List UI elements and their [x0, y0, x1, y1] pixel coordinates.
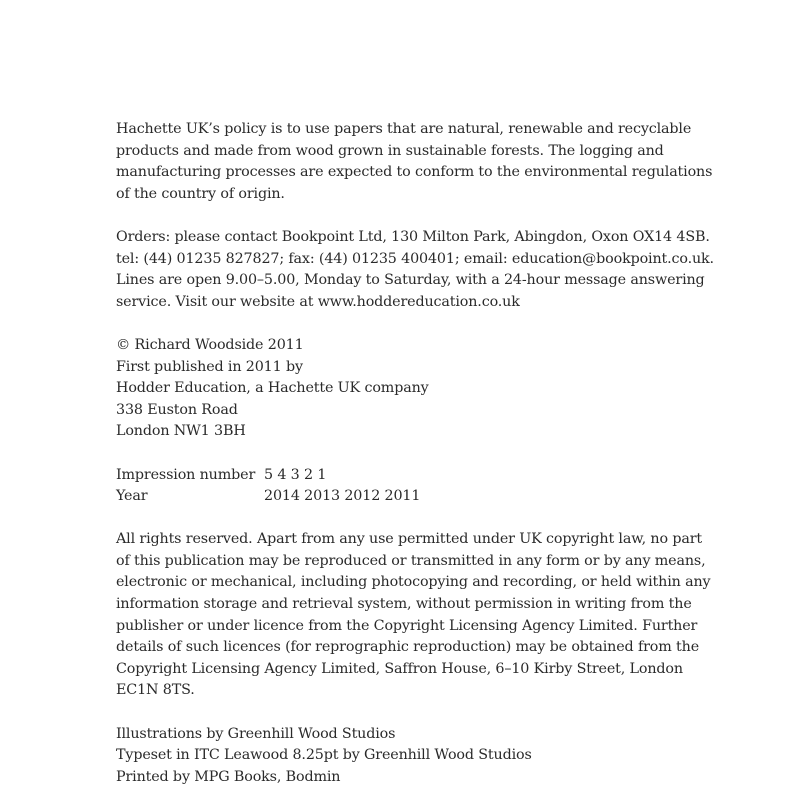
rights-paragraph [116, 529, 716, 702]
copyright-line: © Richard Woodside 2011 [116, 336, 304, 353]
illustrations-credit: Illustrations by Greenhill Wood Studios [116, 725, 396, 742]
rights-line: publisher or under licence from the Copyright Licensing Agency Limited. Further [116, 617, 698, 634]
first-published-line: First published in 2011 by [116, 358, 303, 375]
orders-line: tel: (44) 01235 827827; fax: (44) 01235 400401; email: education@bookpoint.co.uk. [116, 250, 714, 267]
policy-line: of the country of origin. [116, 185, 285, 202]
rights-line: electronic or mechanical, including photocopying and recording, or held within any [116, 574, 711, 591]
policy-paragraph [116, 119, 716, 205]
publisher-name-line: Hodder Education, a Hachette UK company [116, 380, 429, 397]
printer-credit: Printed by MPG Books, Bodmin [116, 768, 341, 785]
policy-line: Hachette UK’s policy is to use papers that are natural, renewable and recyclable [116, 121, 692, 137]
address-street-line: 338 Euston Road [116, 401, 238, 418]
policy-line: products and made from wood grown in sustainable forests. The logging and [116, 142, 664, 159]
year-value: 2014 2013 2012 2011 [264, 488, 421, 505]
orders-line: service. Visit our website at www.hoddereducation.co.uk [116, 293, 520, 310]
impression-value: 5 4 3 2 1 [264, 466, 327, 483]
copyright-page [116, 119, 716, 810]
impression-table [116, 465, 716, 508]
rights-line: details of such licences (for reprographic reproduction) may be obtained from the [116, 639, 700, 656]
orders-line: Lines are open 9.00–5.00, Monday to Saturday, with a 24-hour message answering [116, 272, 705, 289]
credits-paragraph [116, 724, 716, 789]
rights-line: of this publication may be reproduced or transmitted in any form or by any means, [116, 552, 706, 569]
rights-line: Copyright Licensing Agency Limited, Saffron House, 6–10 Kirby Street, London [116, 660, 683, 677]
rights-line: EC1N 8TS. [116, 682, 195, 699]
rights-line: information storage and retrieval system, without permission in writing from the [116, 596, 692, 613]
year-label: Year [116, 488, 148, 505]
policy-line: manufacturing processes are expected to conform to the environmental regulations [116, 164, 713, 181]
address-city-line: London NW1 3BH [116, 423, 246, 440]
impression-row [116, 465, 716, 487]
typeset-credit: Typeset in ITC Leawood 8.25pt by Greenhill Wood Studios [116, 747, 532, 764]
orders-paragraph [116, 227, 716, 313]
impression-label: Impression number [116, 466, 256, 483]
publisher-details [116, 335, 716, 443]
year-row [116, 486, 716, 508]
rights-line: All rights reserved. Apart from any use permitted under UK copyright law, no part [116, 531, 702, 548]
orders-line: Orders: please contact Bookpoint Ltd, 130 Milton Park, Abingdon, Oxon OX14 4SB. [116, 228, 710, 245]
